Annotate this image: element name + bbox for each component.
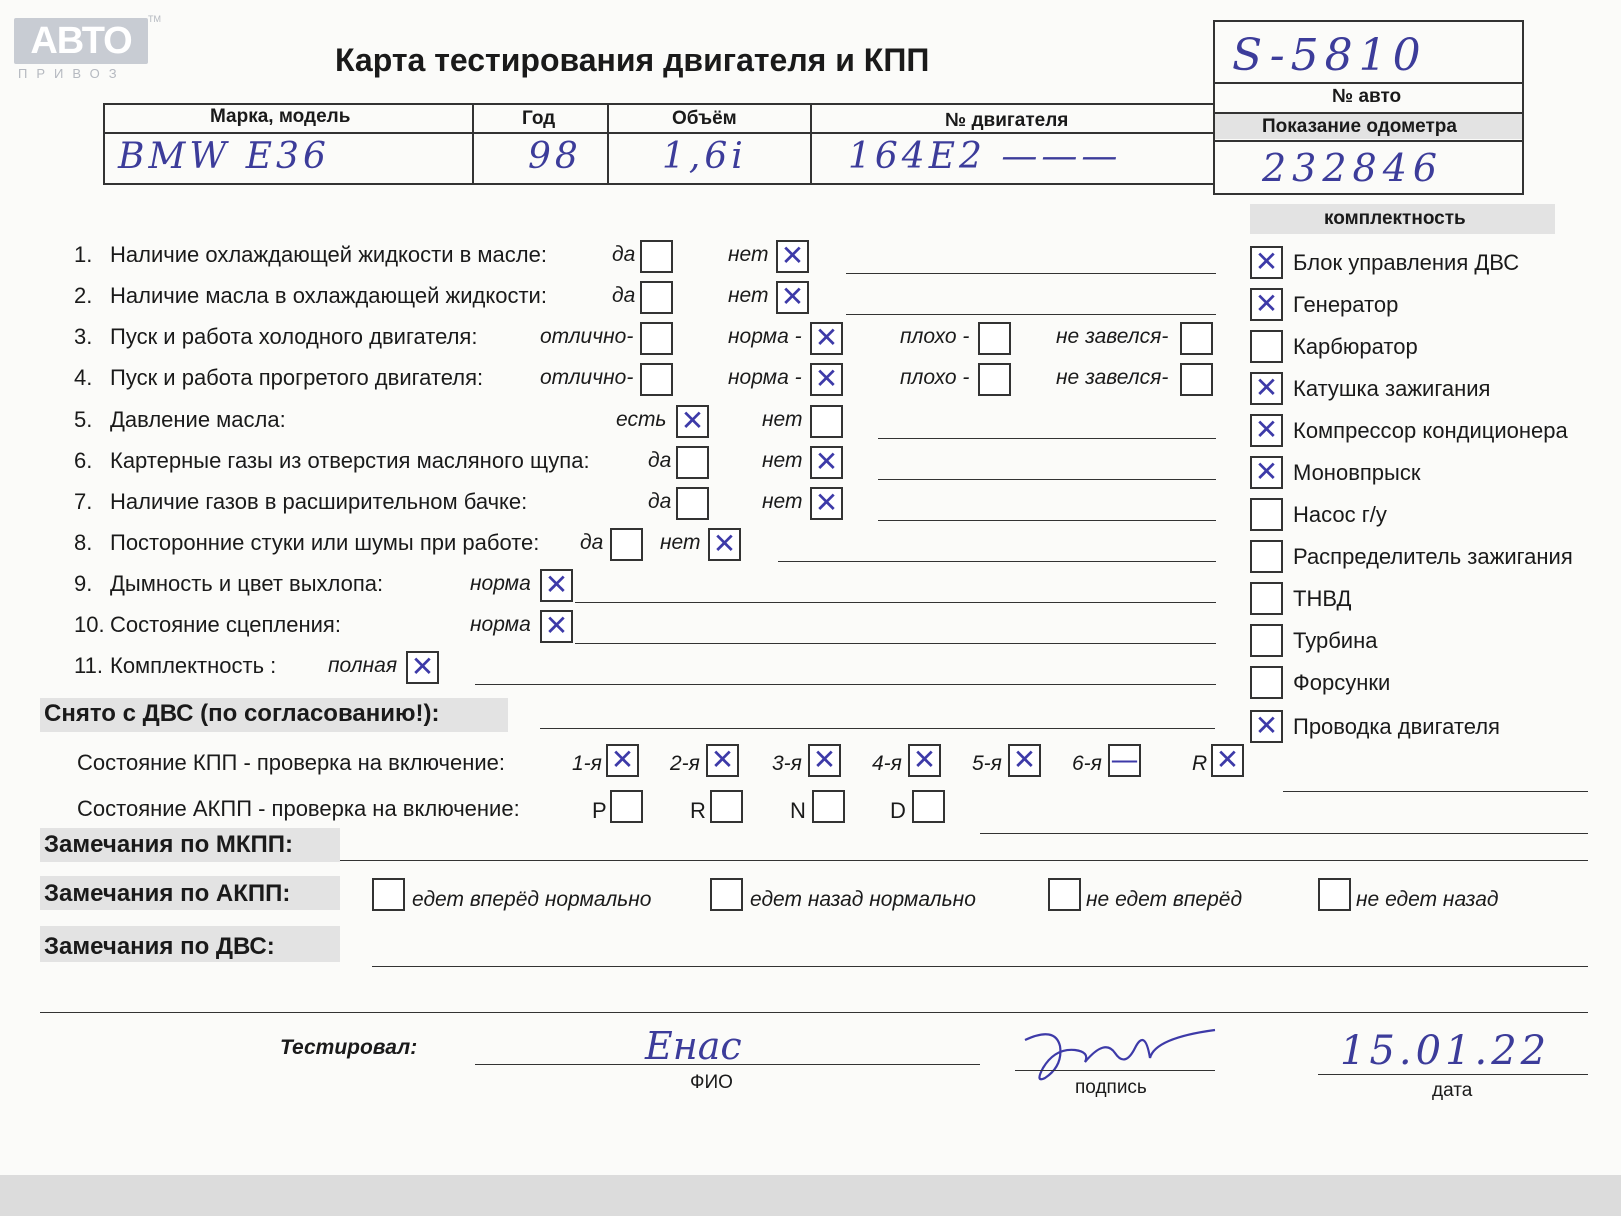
make-value: BMW E36: [118, 136, 330, 177]
tester-name-value: Енас: [645, 1024, 742, 1068]
kit-checkbox[interactable]: [1250, 330, 1283, 363]
question-number: 11.: [74, 653, 103, 678]
question-text: Наличие охлаждающей жидкости в масле:: [110, 242, 547, 267]
option-checkbox[interactable]: ✕: [708, 528, 741, 561]
page-title: Карта тестирования двигателя и КПП: [335, 42, 930, 78]
option-checkbox[interactable]: [1180, 363, 1213, 396]
date-label: дата: [1432, 1080, 1473, 1101]
akpp-option-label: едет вперёд нормально: [412, 888, 652, 911]
akpp-option-label: не едет вперёд: [1086, 888, 1243, 911]
car-number-label: № авто: [1332, 86, 1402, 107]
kit-checkbox[interactable]: [1250, 582, 1283, 615]
akpp-position-checkbox[interactable]: [812, 790, 845, 823]
question-number: 4.: [74, 365, 93, 390]
question-number: 6.: [74, 448, 93, 473]
option-checkbox[interactable]: ✕: [810, 487, 843, 520]
option-checkbox[interactable]: [676, 487, 709, 520]
akpp-position-checkbox[interactable]: [912, 790, 945, 823]
akpp-option-label: едет назад нормально: [750, 888, 976, 911]
akpp-position-label: N: [790, 798, 806, 823]
kit-item-label: Карбюратор: [1293, 334, 1418, 359]
question-number: 7.: [74, 489, 93, 514]
option-label: норма -: [728, 325, 802, 348]
akpp-option-checkbox[interactable]: [372, 878, 405, 911]
removed-label: Снято с ДВС (по согласованию!):: [44, 700, 440, 727]
kit-item-label: Генератор: [1293, 292, 1399, 317]
gear-checkbox[interactable]: ✕: [1211, 744, 1244, 777]
tested-label: Тестировал:: [280, 1036, 418, 1059]
gear-label: 5-я: [972, 752, 1002, 775]
option-checkbox[interactable]: ✕: [540, 610, 573, 643]
option-checkbox[interactable]: ✕: [406, 651, 439, 684]
option-checkbox[interactable]: [1180, 322, 1213, 355]
option-label: да: [612, 284, 636, 307]
option-label: да: [612, 243, 636, 266]
option-label: есть: [616, 408, 667, 431]
kit-checkbox[interactable]: ✕: [1250, 414, 1283, 447]
kit-item-label: ТНВД: [1293, 586, 1352, 611]
question-text: Состояние сцепления:: [110, 612, 341, 637]
remarks-mkpp-label: Замечания по МКПП:: [44, 831, 294, 858]
akpp-option-checkbox[interactable]: [1318, 878, 1351, 911]
kit-checkbox[interactable]: [1250, 624, 1283, 657]
gear-label: 2-я: [670, 752, 700, 775]
car-number-value: S-5810: [1232, 30, 1427, 81]
question-text: Дымность и цвет выхлопа:: [110, 571, 384, 596]
odometer-label: Показание одометра: [1262, 116, 1457, 137]
gear-checkbox[interactable]: ✕: [606, 744, 639, 777]
question-number: 1.: [74, 242, 93, 267]
option-label: нет: [762, 408, 803, 431]
akpp-position-checkbox[interactable]: [610, 790, 643, 823]
option-label: отлично-: [540, 325, 634, 348]
question-text: Наличие газов в расширительном бачке:: [110, 489, 528, 514]
gear-label: R: [1192, 752, 1208, 775]
option-label: норма -: [728, 366, 802, 389]
kit-checkbox[interactable]: ✕: [1250, 456, 1283, 489]
question-text: Наличие масла в охлаждающей жидкости:: [110, 283, 547, 308]
volume-value: 1,6i: [662, 136, 747, 177]
question-text: Давление масла:: [110, 407, 286, 432]
option-checkbox[interactable]: ✕: [540, 569, 573, 602]
kpp-label: Состояние КПП - проверка на включение:: [77, 750, 506, 775]
kit-checkbox[interactable]: ✕: [1250, 710, 1283, 743]
option-checkbox[interactable]: ✕: [776, 281, 809, 314]
kit-item-label: Проводка двигателя: [1293, 714, 1500, 739]
option-checkbox[interactable]: [810, 405, 843, 438]
option-label: норма: [470, 572, 531, 595]
logo-text: АВТО: [30, 20, 132, 62]
option-label: норма: [470, 613, 531, 636]
kit-checkbox[interactable]: ✕: [1250, 372, 1283, 405]
option-label: да: [648, 449, 672, 472]
question-number: 8.: [74, 530, 93, 555]
option-label: нет: [660, 531, 701, 554]
logo: [14, 18, 148, 64]
akpp-position-label: R: [690, 798, 706, 823]
kit-item-label: Катушка зажигания: [1293, 376, 1491, 401]
option-checkbox[interactable]: [610, 528, 643, 561]
date-value: 15.01.22: [1340, 1028, 1551, 1074]
gear-label: 3-я: [772, 752, 802, 775]
gear-checkbox[interactable]: ✕: [808, 744, 841, 777]
option-checkbox[interactable]: [676, 446, 709, 479]
option-checkbox[interactable]: [640, 322, 673, 355]
question-text: Картерные газы из отверстия масляного щупа:: [110, 448, 590, 473]
question-text: Посторонние стуки или шумы при работе:: [110, 530, 540, 555]
option-label: полная: [328, 654, 398, 677]
col-year-label: Год: [522, 108, 556, 129]
col-engine-label: № двигателя: [945, 110, 1069, 131]
option-checkbox[interactable]: [640, 363, 673, 396]
logo-subtitle: ПРИВОЗ: [18, 66, 126, 81]
option-label: отлично-: [540, 366, 634, 389]
col-make-label: Марка, модель: [210, 106, 351, 127]
option-checkbox[interactable]: [978, 363, 1011, 396]
option-label: не завелся-: [1056, 366, 1169, 389]
option-checkbox[interactable]: [640, 240, 673, 273]
akpp-position-label: P: [592, 798, 607, 823]
year-value: 98: [528, 136, 582, 177]
option-label: да: [648, 490, 672, 513]
option-label: да: [580, 531, 604, 554]
kit-checkbox[interactable]: [1250, 498, 1283, 531]
question-number: 2.: [74, 283, 93, 308]
engine-value: 164E2 ———: [848, 136, 1122, 177]
col-volume-label: Объём: [672, 108, 737, 129]
option-checkbox[interactable]: ✕: [810, 363, 843, 396]
question-number: 5.: [74, 407, 93, 432]
kit-item-label: Турбина: [1293, 628, 1378, 653]
kit-item-label: Форсунки: [1293, 670, 1391, 695]
question-number: 9.: [74, 571, 93, 596]
gear-checkbox[interactable]: —: [1108, 744, 1141, 777]
gear-checkbox[interactable]: ✕: [706, 744, 739, 777]
kit-checkbox[interactable]: ✕: [1250, 246, 1283, 279]
option-checkbox[interactable]: [978, 322, 1011, 355]
kit-checkbox[interactable]: [1250, 666, 1283, 699]
option-checkbox[interactable]: ✕: [676, 405, 709, 438]
gear-label: 6-я: [1072, 752, 1102, 775]
question-number: 3.: [74, 324, 93, 349]
question-text: Пуск и работа холодного двигателя:: [110, 324, 478, 349]
option-label: не завелся-: [1056, 325, 1169, 348]
option-label: плохо -: [900, 325, 970, 348]
kit-item-label: Блок управления ДВС: [1293, 250, 1520, 275]
question-text: Комплектность :: [110, 653, 277, 678]
gear-checkbox[interactable]: ✕: [1008, 744, 1041, 777]
question-text: Пуск и работа прогретого двигателя:: [110, 365, 484, 390]
option-checkbox[interactable]: ✕: [776, 240, 809, 273]
option-label: нет: [762, 449, 803, 472]
kit-item-label: Насос г/у: [1293, 502, 1387, 527]
option-checkbox[interactable]: ✕: [810, 322, 843, 355]
odometer-value: 232846: [1262, 146, 1444, 190]
akpp-option-checkbox[interactable]: [710, 878, 743, 911]
option-checkbox[interactable]: [640, 281, 673, 314]
option-label: нет: [762, 490, 803, 513]
option-label: нет: [728, 243, 769, 266]
question-number: 10.: [74, 612, 105, 637]
kit-item-label: Компрессор кондиционера: [1293, 418, 1568, 443]
akpp-position-checkbox[interactable]: [710, 790, 743, 823]
gear-checkbox[interactable]: ✕: [908, 744, 941, 777]
logo-tm: TM: [148, 14, 161, 24]
kit-item-label: Распределитель зажигания: [1293, 544, 1573, 569]
kit-checkbox[interactable]: [1250, 540, 1283, 573]
gear-label: 1-я: [572, 752, 602, 775]
remarks-akpp-label: Замечания по АКПП:: [44, 880, 291, 907]
option-checkbox[interactable]: ✕: [810, 446, 843, 479]
kit-item-label: Моновпрыск: [1293, 460, 1421, 485]
akpp-position-label: D: [890, 798, 906, 823]
akpp-option-label: не едет назад: [1356, 888, 1499, 911]
option-label: плохо -: [900, 366, 970, 389]
akpp-label: Состояние АКПП - проверка на включение:: [77, 796, 520, 821]
signature-label: подпись: [1075, 1077, 1147, 1098]
option-label: нет: [728, 284, 769, 307]
gear-label: 4-я: [872, 752, 902, 775]
kit-checkbox[interactable]: ✕: [1250, 288, 1283, 321]
akpp-option-checkbox[interactable]: [1048, 878, 1081, 911]
fio-label: ФИО: [690, 1072, 733, 1093]
kit-title: комплектность: [1324, 208, 1466, 229]
remarks-dvs-label: Замечания по ДВС:: [44, 933, 275, 960]
